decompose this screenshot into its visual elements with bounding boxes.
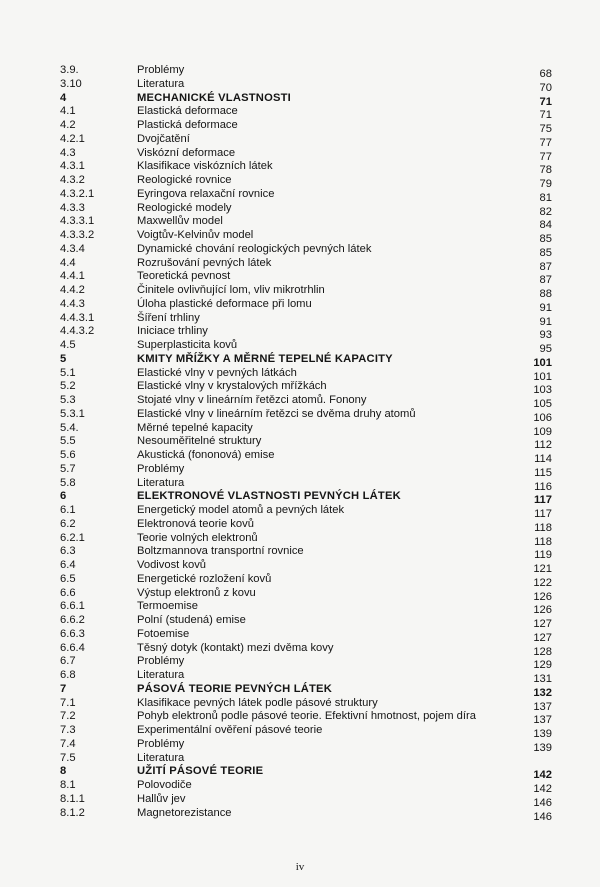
toc-row <box>0 257 600 271</box>
section-title: Elektronová teorie kovů <box>137 517 254 530</box>
toc-row <box>0 752 600 766</box>
section-title: Pohyb elektronů podle pásové teorie. Efektivní hmotnost, pojem díra <box>137 710 476 723</box>
toc-row <box>0 147 600 161</box>
page-ref: 126 <box>533 590 552 603</box>
toc-row <box>0 243 600 257</box>
page-ref: 87 <box>539 274 552 287</box>
toc-row <box>0 339 600 353</box>
page-ref: 119 <box>534 549 552 562</box>
section-number: 8.1.1 <box>60 792 85 805</box>
section-title: Měrné tepelné kapacity <box>137 421 253 434</box>
toc-row <box>0 532 600 546</box>
section-number: 6.6.4 <box>60 641 85 654</box>
section-title: Superplasticita kovů <box>137 339 238 351</box>
toc-row <box>0 160 600 177</box>
page-ref: 127 <box>533 631 552 644</box>
page-ref: 82 <box>539 205 552 218</box>
section-title: Voigtův-Kelvinův model <box>137 229 254 241</box>
page-ref: 142 <box>533 783 552 795</box>
page-ref: 84 <box>539 219 552 232</box>
page-ref: 112 <box>534 439 552 452</box>
section-number: 4.3.3 <box>60 201 85 214</box>
section-title: Termoemise <box>137 600 198 613</box>
toc-row <box>0 367 600 381</box>
toc-row <box>0 655 600 672</box>
toc-row <box>0 202 600 216</box>
section-number: 3.10 <box>60 77 82 90</box>
page-ref: 115 <box>534 466 552 479</box>
section-number: 7.2 <box>60 710 76 723</box>
section-number: 6.7 <box>60 655 76 668</box>
section-title: Experimentální ověření pásové teorie <box>137 724 323 736</box>
section-number: 6.1 <box>60 504 76 516</box>
toc-chapter-row <box>0 92 600 106</box>
toc-row <box>0 449 600 463</box>
section-number: 5.8 <box>60 476 76 489</box>
toc-row <box>0 119 600 133</box>
section-number: 5.3.1 <box>60 407 85 420</box>
section-title: Problémy <box>137 462 185 475</box>
section-title: Teorie volných elektronů <box>137 531 258 544</box>
page-ref: 109 <box>533 425 552 438</box>
page-ref: 126 <box>533 604 552 617</box>
page-ref: 70 <box>539 81 552 94</box>
toc-row <box>0 64 600 78</box>
section-number: 4.4.3.2 <box>60 325 95 338</box>
section-number: 6.8 <box>60 669 76 681</box>
section-title: ELEKTRONOVÉ VLASTNOSTI PEVNÝCH LÁTEK <box>137 490 401 503</box>
toc-row <box>0 669 600 683</box>
page-ref: 137 <box>533 700 552 713</box>
section-title: Úloha plastické deformace při lomu <box>137 297 312 310</box>
section-title: PÁSOVÁ TEORIE PEVNÝCH LÁTEK <box>137 682 332 695</box>
section-title: Dvojčatění <box>137 132 190 145</box>
section-number: 4.4.2 <box>60 284 85 296</box>
page-ref: 77 <box>539 150 552 163</box>
toc-row <box>0 215 600 232</box>
toc-row <box>0 573 600 587</box>
section-number: 6.2.1 <box>60 531 85 544</box>
section-number: 5.1 <box>60 366 76 379</box>
section-title: Problémy <box>137 655 185 668</box>
toc-row <box>0 78 600 92</box>
page-ref: 78 <box>539 164 552 177</box>
section-number: 4.3.1 <box>60 160 85 173</box>
section-title: Reologické rovnice <box>137 174 232 186</box>
section-title: MECHANICKÉ VLASTNOSTI <box>137 91 291 104</box>
page-ref: 106 <box>533 411 552 424</box>
section-title: Energetické rozložení kovů <box>137 572 272 585</box>
section-number: 6.2 <box>60 517 76 530</box>
page-ref: 95 <box>539 343 552 355</box>
toc-row <box>0 614 600 628</box>
toc-row <box>0 188 600 202</box>
page-ref: 146 <box>533 810 552 823</box>
page-ref: 122 <box>533 576 552 589</box>
section-number: 4.4.3 <box>60 297 85 310</box>
section-number: 6.6.1 <box>60 600 85 613</box>
section-number: 4.4.1 <box>60 270 85 283</box>
section-title: Dynamické chování reologických pevných látek <box>137 242 372 255</box>
toc-row <box>0 408 600 422</box>
section-title: Hallův jev <box>137 792 186 805</box>
section-title: Fotoemise <box>137 627 190 640</box>
toc-row <box>0 697 600 711</box>
toc-chapter-row <box>0 683 600 697</box>
section-title: Klasifikace pevných látek podle pásové struktury <box>137 696 378 709</box>
section-title: Reologické modely <box>137 201 232 214</box>
section-number: 8.1.2 <box>60 806 85 819</box>
page-ref: 105 <box>533 398 552 410</box>
section-number: 4.3.2 <box>60 174 85 186</box>
section-title: Šíření trhliny <box>137 311 200 324</box>
page-ref: 117 <box>534 508 552 520</box>
page-ref: 91 <box>539 301 552 314</box>
toc-row <box>0 298 600 312</box>
section-title: Polní (studená) emise <box>137 614 246 626</box>
section-title: Boltzmannova transportní rovnice <box>137 545 304 558</box>
page-ref: 87 <box>539 260 552 273</box>
section-title: Klasifikace viskózních látek <box>137 160 273 173</box>
section-title: Těsný dotyk (kontakt) mezi dvěma kovy <box>137 641 334 654</box>
toc-row <box>0 435 600 452</box>
page-ref: 139 <box>533 741 552 754</box>
toc-row <box>0 270 600 287</box>
section-title: Plastická deformace <box>137 119 238 131</box>
section-number: 4 <box>60 91 67 104</box>
section-number: 6.6.2 <box>60 614 85 626</box>
toc-row <box>0 628 600 642</box>
page-ref: 103 <box>533 384 552 397</box>
toc-row <box>0 284 600 298</box>
page-ref: 118 <box>534 535 552 548</box>
section-title: Výstup elektronů z kovu <box>137 586 256 599</box>
section-number: 7.5 <box>60 751 76 764</box>
page-ref: 146 <box>533 796 552 809</box>
section-title: Elastické vlny v lineárním řetězci se dvěma druhy atomů <box>137 407 416 420</box>
section-number: 6 <box>60 490 67 503</box>
section-title: Elastické vlny v pevných látkách <box>137 366 297 379</box>
page-ref: 85 <box>539 246 552 259</box>
page-ref: 142 <box>533 769 552 782</box>
section-number: 6.4 <box>60 559 76 571</box>
toc-row <box>0 587 600 601</box>
toc-row <box>0 793 600 807</box>
section-title: KMITY MŘÍŽKY A MĚRNÉ TEPELNÉ KAPACITY <box>137 352 393 365</box>
page-ref: 132 <box>533 686 552 699</box>
section-number: 7.1 <box>60 696 76 709</box>
section-number: 5.7 <box>60 462 76 475</box>
section-number: 6.6 <box>60 586 76 599</box>
toc-row <box>0 518 600 532</box>
section-number: 4.3.4 <box>60 242 85 255</box>
section-number: 6.6.3 <box>60 627 85 640</box>
section-title: Energetický model atomů a pevných látek <box>137 504 345 516</box>
page-ref: 131 <box>533 673 552 685</box>
section-number: 3.9. <box>60 64 79 76</box>
toc-row <box>0 394 600 408</box>
section-number: 8 <box>60 765 67 778</box>
section-number: 4.5 <box>60 339 76 351</box>
toc-chapter-row <box>0 490 600 507</box>
section-number: 5.6 <box>60 449 76 461</box>
page-ref: 71 <box>539 109 552 122</box>
section-title: Literatura <box>137 476 185 489</box>
section-number: 4.4 <box>60 256 76 269</box>
section-title: Polovodiče <box>137 779 192 791</box>
section-number: 6.5 <box>60 572 76 585</box>
page-ref: 88 <box>539 288 552 300</box>
toc-row <box>0 477 600 491</box>
section-title: Maxwellův model <box>137 215 223 228</box>
page-ref: 75 <box>539 123 552 135</box>
section-number: 5.3 <box>60 394 76 406</box>
page-ref: 79 <box>539 178 552 190</box>
section-number: 5.5 <box>60 435 76 448</box>
section-title: Problémy <box>137 737 185 750</box>
page-ref: 116 <box>534 480 552 493</box>
toc-row <box>0 738 600 752</box>
section-number: 6.3 <box>60 545 76 558</box>
page-ref: 118 <box>534 521 552 534</box>
page-ref: 101 <box>533 356 552 369</box>
page-ref: 127 <box>533 618 552 630</box>
page-ref: 68 <box>539 68 552 80</box>
section-title: Elastická deformace <box>137 105 238 118</box>
toc-row <box>0 422 600 436</box>
toc-row <box>0 105 600 122</box>
section-title: Viskózní deformace <box>137 146 236 159</box>
section-title: Rozrušování pevných látek <box>137 256 272 269</box>
section-number: 8.1 <box>60 779 76 791</box>
section-number: 4.2 <box>60 119 76 131</box>
section-title: Literatura <box>137 751 185 764</box>
page-ref: 71 <box>539 95 552 108</box>
section-number: 7 <box>60 682 67 695</box>
section-number: 4.3.3.1 <box>60 215 95 228</box>
section-number: 5 <box>60 352 67 365</box>
toc-row <box>0 504 600 518</box>
toc-row <box>0 559 600 573</box>
toc-row <box>0 380 600 397</box>
section-title: Stojaté vlny v lineárním řetězci atomů. Fonony <box>137 394 367 406</box>
section-title: Eyringova relaxační rovnice <box>137 187 275 200</box>
page-ref: 128 <box>533 645 552 658</box>
section-title: Akustická (fononová) emise <box>137 449 275 461</box>
toc-row <box>0 779 600 793</box>
page-ref: 114 <box>534 453 552 465</box>
section-title: Elastické vlny v krystalových mřížkách <box>137 380 327 393</box>
section-title: Magnetorezistance <box>137 806 232 819</box>
section-title: Činitele ovlivňující lom, vliv mikrotrhlin <box>137 284 325 296</box>
page-ref: 85 <box>539 233 552 245</box>
toc-row <box>0 312 600 326</box>
section-number: 4.3.3.2 <box>60 229 95 241</box>
page-ref: 101 <box>533 370 552 383</box>
toc-chapter-row <box>0 353 600 367</box>
section-title: Literatura <box>137 77 185 90</box>
toc-row <box>0 710 600 727</box>
section-title: Literatura <box>137 669 185 681</box>
page-ref: 137 <box>533 714 552 727</box>
section-title: Vodivost kovů <box>137 559 207 571</box>
section-title: Nesouměřitelné struktury <box>137 435 262 448</box>
page-number: iv <box>295 861 305 873</box>
page-ref: 81 <box>539 191 552 204</box>
section-number: 4.3.2.1 <box>60 187 95 200</box>
toc-row <box>0 174 600 188</box>
section-number: 4.1 <box>60 105 76 118</box>
table-of-contents <box>0 64 600 823</box>
section-title: Problémy <box>137 64 185 76</box>
page-ref: 91 <box>539 315 552 328</box>
toc-row <box>0 600 600 617</box>
section-number: 5.2 <box>60 380 76 393</box>
toc-chapter-row <box>0 765 600 782</box>
section-number: 5.4. <box>60 421 79 434</box>
toc-row <box>0 133 600 147</box>
toc-row <box>0 325 600 342</box>
toc-row <box>0 642 600 656</box>
section-title: Teoretická pevnost <box>137 270 231 283</box>
toc-row <box>0 463 600 477</box>
page-ref: 117 <box>533 494 552 507</box>
page-ref: 77 <box>539 136 552 149</box>
section-title: Iniciace trhliny <box>137 325 208 338</box>
section-number: 7.3 <box>60 724 76 736</box>
section-number: 4.2.1 <box>60 132 85 145</box>
page-ref: 121 <box>533 563 552 575</box>
page-ref: 139 <box>533 728 552 740</box>
section-number: 7.4 <box>60 737 76 750</box>
section-number: 4.4.3.1 <box>60 311 95 324</box>
toc-row <box>0 724 600 738</box>
toc-row <box>0 229 600 243</box>
toc-row <box>0 807 600 821</box>
toc-row <box>0 545 600 562</box>
page-ref: 129 <box>533 659 552 672</box>
section-title: UŽITÍ PÁSOVÉ TEORIE <box>137 765 264 778</box>
page-ref: 93 <box>539 329 552 342</box>
section-number: 4.3 <box>60 146 76 159</box>
